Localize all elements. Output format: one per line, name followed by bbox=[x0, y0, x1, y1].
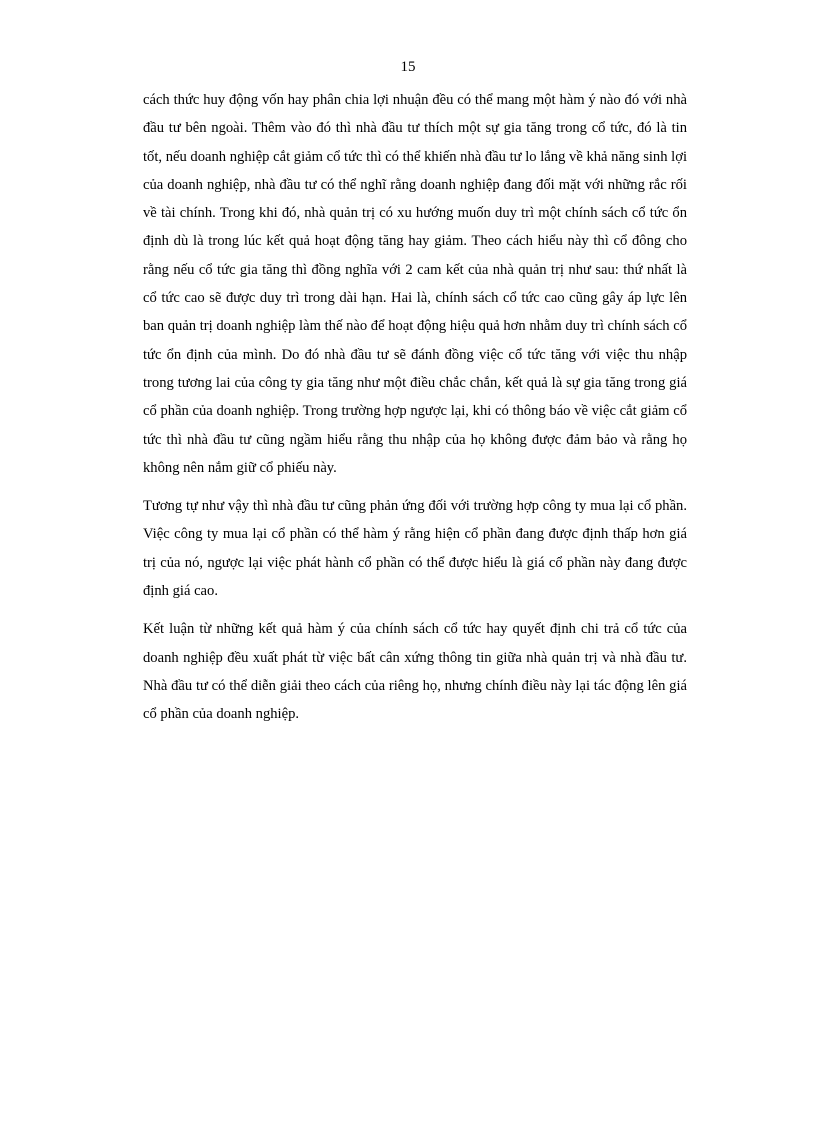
paragraph-1: cách thức huy động vốn hay phân chia lợi nhuận đều có thể mang một hàm ý nào đó với nhà đầu tư bên ngoài. Thêm vào đó thì nhà đầu tư thích một sự gia tăng trong cổ tức, đó là tin tốt, nếu doanh nghiệp cắt giảm cổ tức thì có thể khiến nhà đầu tư lo lắng về khả năng sinh lợi của doanh nghiệp, nhà đầu tư có thể nghĩ rằng doanh nghiệp đang đối mặt với những rắc rối về tài chính. Trong khi đó, nhà quản trị có xu hướng muốn duy trì một chính sách cổ tức ổn định dù là trong lúc kết quả hoạt động tăng hay giảm. Theo cách hiểu này thì cổ đông cho rằng nếu cổ tức gia tăng thì đồng nghĩa với 2 cam kết của nhà quản trị như sau: thứ nhất là cổ tức cao sẽ được duy trì trong dài hạn. Hai là, chính sách cổ tức cao cũng gây áp lực lên ban quản trị doanh nghiệp làm thế nào để hoạt động hiệu quả hơn nhằm duy trì chính sách cổ tức ổn định của mình. Do đó nhà đầu tư sẽ đánh đồng việc cổ tức tăng với việc thu nhập trong tương lai của công ty gia tăng như một điều chắc chắn, kết quả là sự gia tăng trong giá cổ phần của doanh nghiệp. Trong trường hợp ngược lại, khi có thông báo về việc cắt giảm cổ tức thì nhà đầu tư cũng ngầm hiểu rằng thu nhập của họ không được đảm bảo và rằng họ không nên nắm giữ cổ phiếu này. bbox=[143, 92, 687, 476]
body-text bbox=[143, 86, 687, 739]
page-number: 15 bbox=[400, 59, 416, 75]
paragraph-2: Tương tự như vậy thì nhà đầu tư cũng phản ứng đối với trường hợp công ty mua lại cổ phần. Việc công ty mua lại cổ phần có thể hàm ý rằng hiện cổ phần đang được định thấp hơn giá trị của nó, ngược lại việc phát hành cổ phần có thể được hiểu là giá cổ phần này đang được định giá cao. bbox=[143, 498, 687, 600]
paragraph-3: Kết luận từ những kết quả hàm ý của chính sách cổ tức hay quyết định chi trả cổ tức của doanh nghiệp đều xuất phát từ việc bất cân xứng thông tin giữa nhà quản trị và nhà đầu tư. Nhà đầu tư có thể diễn giải theo cách của riêng họ, nhưng chính điều này lại tác động lên giá cổ phần của doanh nghiệp. bbox=[143, 621, 687, 723]
